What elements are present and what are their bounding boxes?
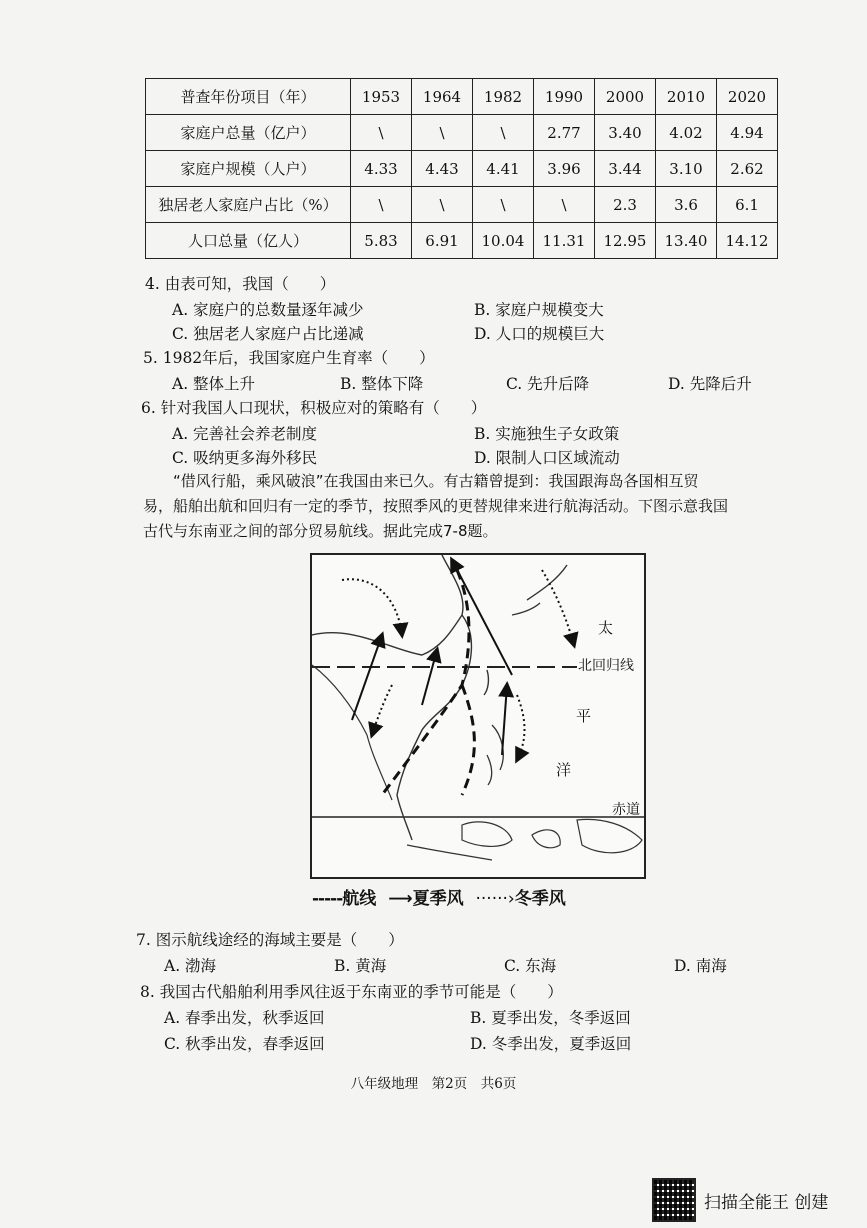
question-5-option-a: A. 整体上升	[172, 375, 256, 393]
table-cell: 2.77	[534, 115, 595, 151]
table-cell: \	[351, 115, 412, 151]
question-6-option-d: D. 限制人口区域流动	[474, 449, 620, 467]
table-row	[146, 115, 778, 151]
taiwan-island	[484, 670, 488, 695]
question-7-option-b: B. 黄海	[334, 957, 387, 975]
table-cell: \	[534, 187, 595, 223]
question-4-stem: 4. 由表可知，我国（ ）	[145, 275, 336, 293]
scanner-brand-text: 扫描全能王 创建	[704, 1192, 829, 1213]
question-4-option-a: A. 家庭户的总数量逐年减少	[172, 301, 364, 319]
table-cell: 4.43	[412, 151, 473, 187]
question-8-option-c: C. 秋季出发，春季返回	[164, 1035, 325, 1053]
table-cell: 3.44	[595, 151, 656, 187]
question-4-option-c: C. 独居老人家庭户占比递减	[172, 325, 364, 343]
table-cell: 3.10	[656, 151, 717, 187]
scanner-watermark	[652, 1178, 828, 1222]
table-cell: 12.95	[595, 223, 656, 259]
table-row-label: 普查年份项目（年）	[146, 79, 351, 115]
map-label-yang: 洋	[556, 761, 572, 779]
legend-route: 航线	[342, 889, 377, 909]
table-cell: 3.6	[656, 187, 717, 223]
philippine-islands	[487, 725, 503, 785]
table-cell: 3.40	[595, 115, 656, 151]
qr-code-icon	[652, 1178, 696, 1222]
table-row-label: 家庭户总量（亿户）	[146, 115, 351, 151]
table-cell: 4.33	[351, 151, 412, 187]
winter-wind-arrow	[517, 695, 525, 760]
table-header-row	[146, 79, 778, 115]
table-cell: \	[473, 115, 534, 151]
question-5-stem: 5. 1982年后，我国家庭户生育率（ ）	[143, 349, 435, 367]
table-row-label: 独居老人家庭户占比（%）	[146, 187, 351, 223]
table-cell: 4.02	[656, 115, 717, 151]
map-label-equator: 赤道	[612, 802, 640, 818]
table-cell: 2020	[717, 79, 778, 115]
table-cell: 6.1	[717, 187, 778, 223]
table-cell: 2000	[595, 79, 656, 115]
table-row	[146, 223, 778, 259]
question-8-stem: 8. 我国古代船舶利用季风往返于东南亚的季节可能是（ ）	[140, 983, 563, 1001]
map-drawing	[312, 555, 644, 877]
table-cell: 4.94	[717, 115, 778, 151]
table-cell: 2.62	[717, 151, 778, 187]
coastline-west	[312, 665, 392, 800]
table-cell: 2.3	[595, 187, 656, 223]
table-cell: 1982	[473, 79, 534, 115]
winter-wind-arrow	[372, 685, 392, 735]
question-6-stem: 6. 针对我国人口现状，积极应对的策略有（ ）	[141, 399, 487, 417]
question-6-option-c: C. 吸纳更多海外移民	[172, 449, 318, 467]
trade-route	[382, 570, 469, 795]
map-label-tropic: 北回归线	[578, 658, 634, 674]
table-cell: \	[412, 187, 473, 223]
question-6-option-a: A. 完善社会养老制度	[172, 425, 318, 443]
table-cell: 1964	[412, 79, 473, 115]
table-cell: 2010	[656, 79, 717, 115]
passage-line-3: 古代与东南亚之间的部分贸易航线。据此完成7-8题。	[143, 522, 498, 540]
question-7-option-c: C. 东海	[504, 957, 557, 975]
table-cell: 4.41	[473, 151, 534, 187]
question-8-option-a: A. 春季出发，秋季返回	[164, 1009, 325, 1027]
japan-islands	[512, 565, 567, 615]
indonesia-islands	[407, 819, 642, 860]
question-7-option-a: A. 渤海	[164, 957, 217, 975]
passage-line-2: 易，船舶出航和回归有一定的季节，按照季风的更替规律来进行航海活动。下图示意我国	[143, 497, 729, 515]
question-8-option-d: D. 冬季出发，夏季返回	[470, 1035, 632, 1053]
table-cell: 13.40	[656, 223, 717, 259]
question-5-option-c: C. 先升后降	[506, 375, 590, 393]
table-cell: 1990	[534, 79, 595, 115]
question-4-option-d: D. 人口的规模巨大	[474, 325, 605, 343]
page-footer: 八年级地理 第2页 共6页	[350, 1076, 517, 1092]
table-row-label: 家庭户规模（人户）	[146, 151, 351, 187]
summer-wind-arrow	[502, 685, 507, 755]
table-cell: 1953	[351, 79, 412, 115]
question-7-option-d: D. 南海	[674, 957, 727, 975]
table-row-label: 人口总量（亿人）	[146, 223, 351, 259]
summer-wind-arrow	[352, 635, 382, 720]
table-cell: \	[473, 187, 534, 223]
question-6-option-b: B. 实施独生子女政策	[474, 425, 620, 443]
table-cell: 5.83	[351, 223, 412, 259]
trade-route-branch	[462, 685, 474, 795]
winter-wind-arrow	[542, 570, 574, 645]
question-5-option-b: B. 整体下降	[340, 375, 424, 393]
table-cell: 3.96	[534, 151, 595, 187]
table-cell: 6.91	[412, 223, 473, 259]
winter-wind-arrow	[342, 579, 402, 635]
passage-line-1: “借风行船，乘风破浪”在我国由来已久。有古籍曾提到：我国跟海岛各国相互贸	[173, 472, 699, 490]
table-cell: 10.04	[473, 223, 534, 259]
question-8-option-b: B. 夏季出发，冬季返回	[470, 1009, 631, 1027]
map-label-ping: 平	[576, 707, 592, 725]
table-cell: \	[351, 187, 412, 223]
table-cell: 14.12	[717, 223, 778, 259]
coastline-north	[312, 555, 463, 655]
legend-winter: 冬季风	[514, 889, 566, 909]
table-row	[146, 151, 778, 187]
question-4-option-b: B. 家庭户规模变大	[474, 301, 604, 319]
map-legend: -----航线 ⟶夏季风 ······›冬季风	[312, 889, 566, 909]
census-table	[145, 78, 778, 259]
table-cell: 11.31	[534, 223, 595, 259]
question-5-option-d: D. 先降后升	[668, 375, 752, 393]
trade-route-map	[310, 553, 646, 879]
question-7-stem: 7. 图示航线途经的海域主要是（ ）	[136, 931, 404, 949]
legend-summer: 夏季风	[412, 889, 464, 909]
table-row	[146, 187, 778, 223]
table-cell: \	[412, 115, 473, 151]
map-label-tai: 太	[598, 619, 614, 637]
summer-wind-arrow	[422, 650, 437, 705]
